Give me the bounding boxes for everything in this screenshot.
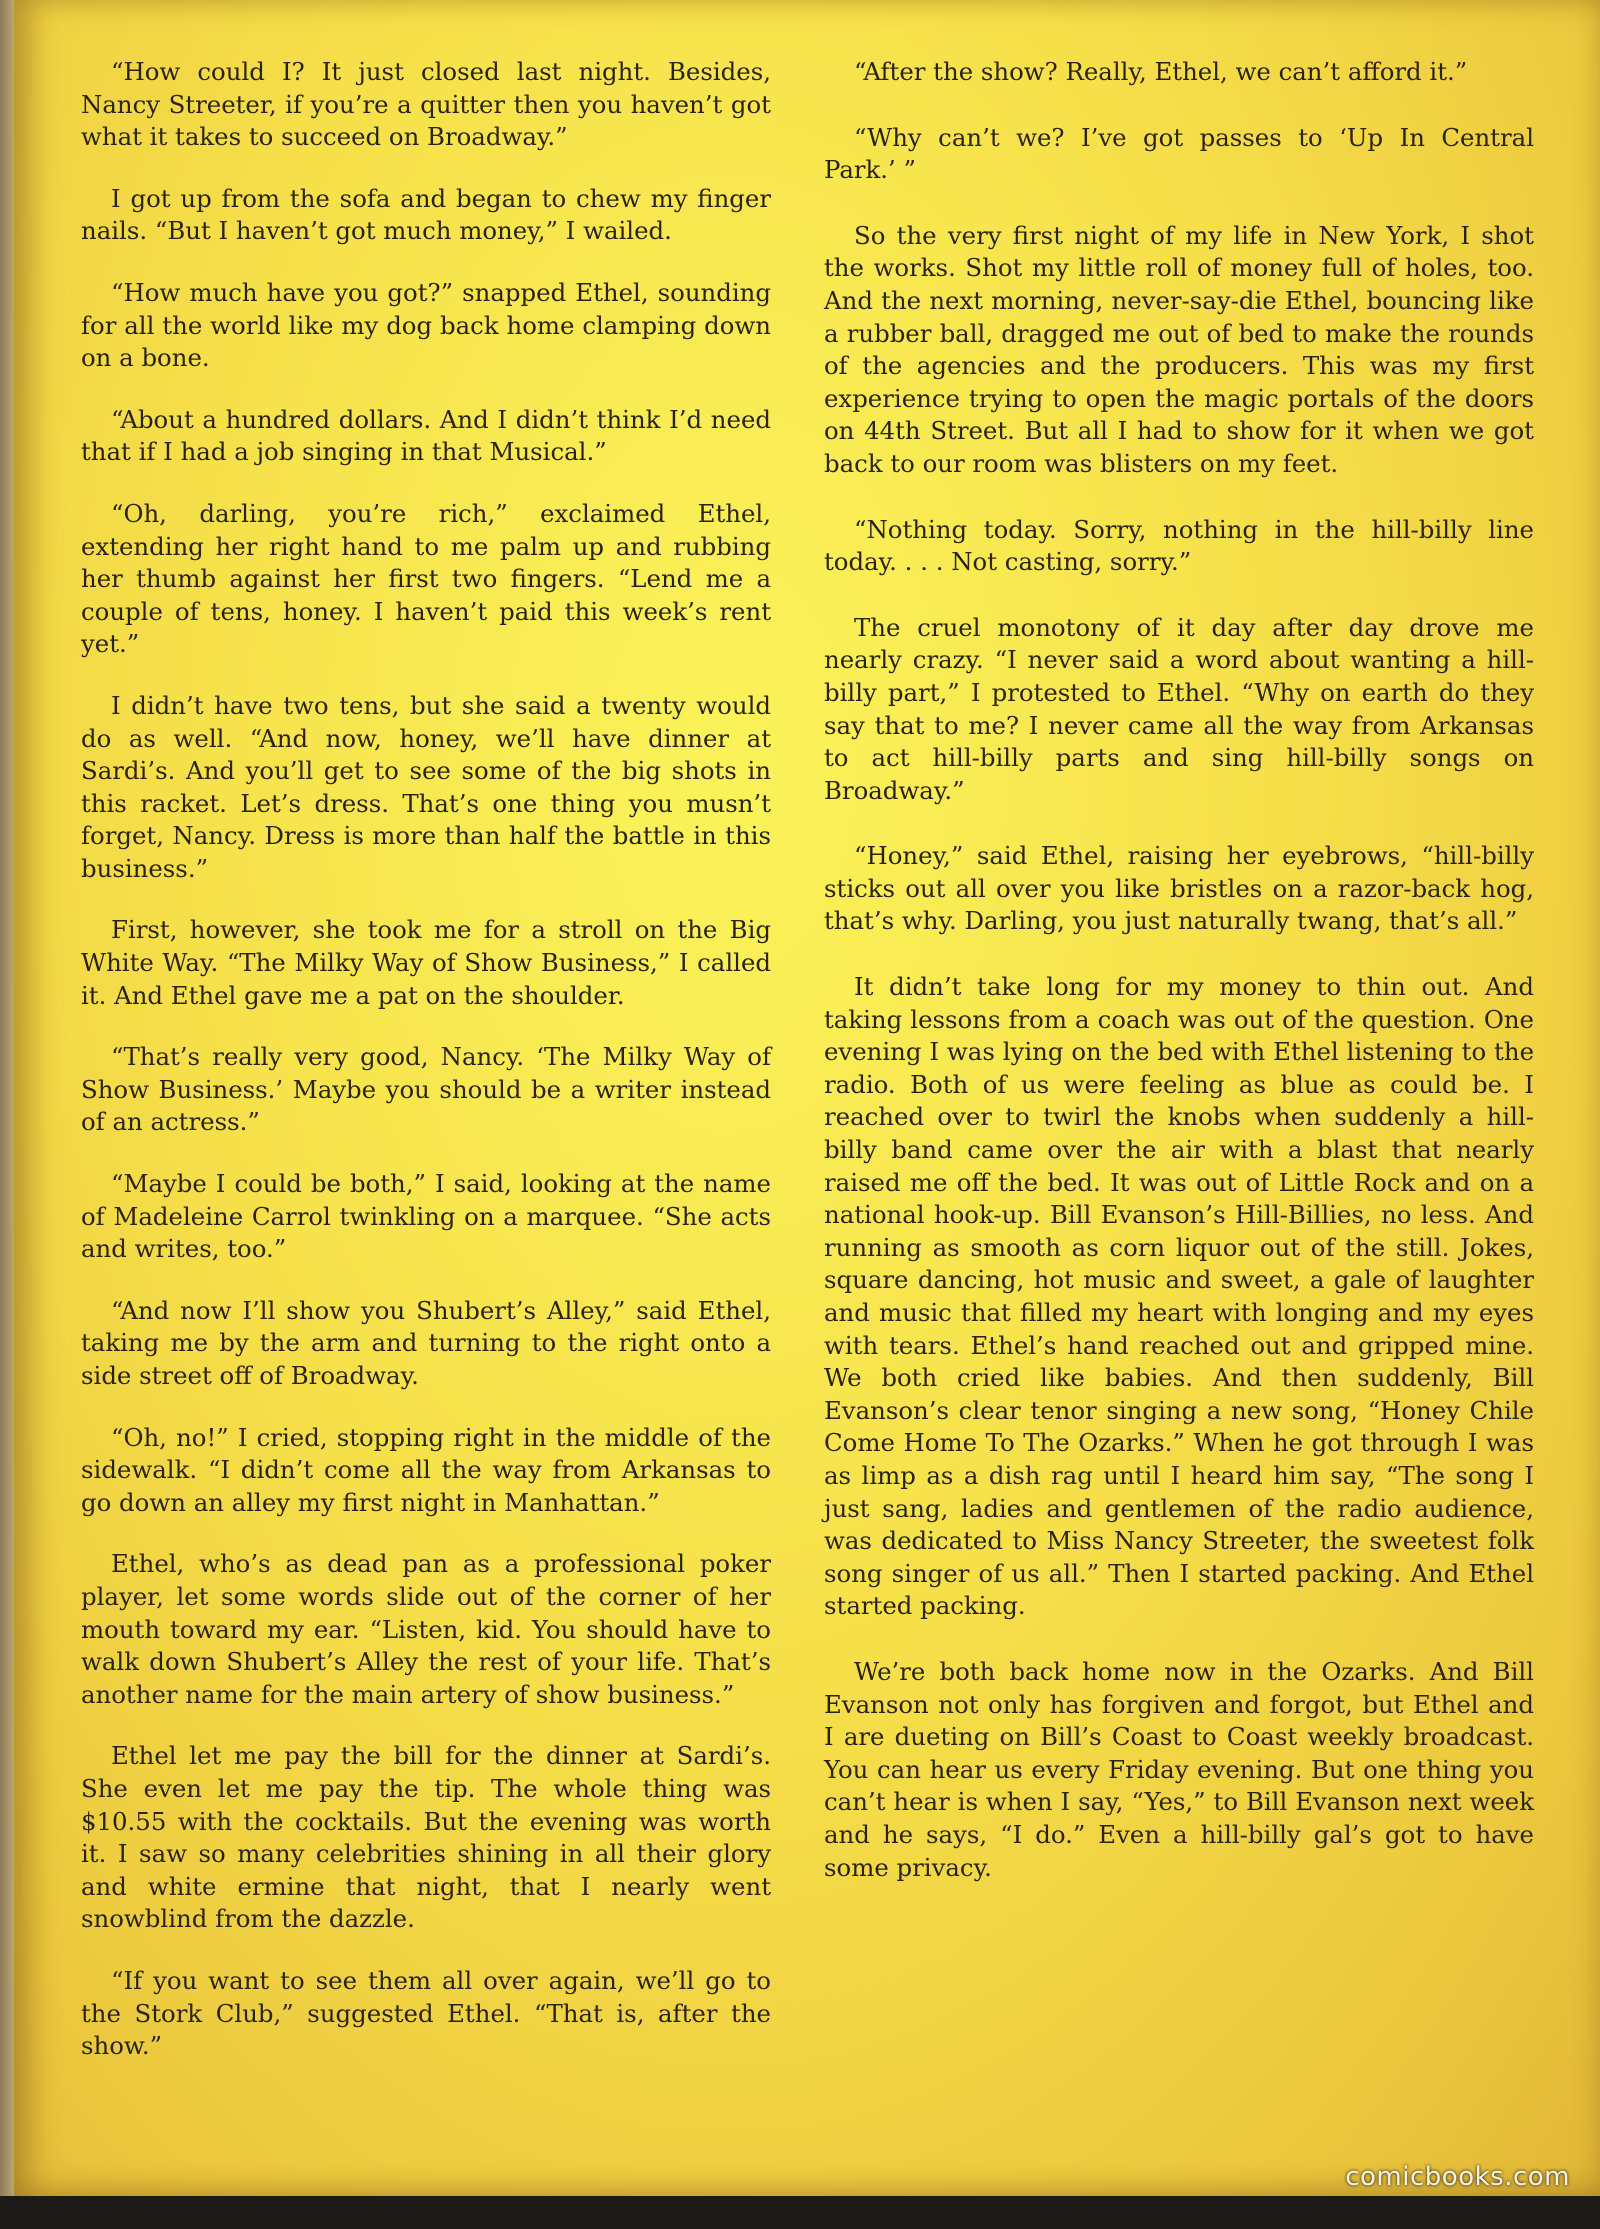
- paragraph: “Nothing today. Sorry, nothing in the hill-billy line today. . . . Not casting, sorry.”: [824, 514, 1534, 577]
- paragraph: Ethel let me pay the bill for the dinner at Sardi’s. She even let me pay the tip. The whole thing was $10.55 with the cocktails. But the evening was worth it. I saw so many celebrities shining in all their glory and white ermine that night, that I nearly went snowblind from the dazzle.: [81, 1741, 771, 1934]
- paragraph: The cruel monotony of it day after day drove me nearly crazy. “I never said a word about wanting a hill-billy part,” I protested to Ethel. “Why on earth do they say that to me? I never came all the way from Arkansas to act hill-billy parts and sing hill-billy songs on Broadway.”: [824, 612, 1534, 805]
- paragraph: “Honey,” said Ethel, raising her eyebrows, “hill-billy sticks out all over you like bristles on a razor-back hog, that’s why. Darling, you just naturally twang, that’s all.”: [824, 841, 1534, 936]
- paragraph: “How much have you got?” snapped Ethel, sounding for all the world like my dog back home clamping down on a bone.: [81, 277, 771, 373]
- watermark-text: comicbooks.com: [1345, 2162, 1570, 2192]
- paragraph: It didn’t take long for my money to thin out. And taking lessons from a coach was out of the question. One evening I was lying on the bed with Ethel listening to the radio. Both of us were feeling as blue as could be. I reached over to twirl the knobs when suddenly a hill-billy band came over the air with a blast that nearly raised me off the bed. It was out of Little Rock and on a national hook-up. Bill Evanson’s Hill-Billies, no less. And running as smooth as corn liquor out of the still. Jokes, square dancing, hot music and sweet, a gale of laughter and music that filled my heart with longing and my eyes with tears. Ethel’s hand reached out and gripped mine. We both cried like babies. And then suddenly, Bill Evanson’s clear tenor singing a new song, “Honey Chile Come Home To The Ozarks.” When he got through I was as limp as a dish rag until I heard him say, “The song I just sang, ladies and gentlemen of the radio audience, was dedicated to Miss Nancy Streeter, the sweetest folk song singer of us all.” Then I started packing. And Ethel started packing.: [824, 972, 1534, 1621]
- bottom-edge: [0, 2196, 1600, 2229]
- paragraph: “And now I’ll show you Shubert’s Alley,” said Ethel, taking me by the arm and turning to the right onto a side street off of Broadway.: [81, 1295, 771, 1390]
- right-text-column: [824, 56, 1534, 1917]
- paragraph: “Oh, darling, you’re rich,” exclaimed Ethel, extending her right hand to me palm up and rubbing her thumb against her first two fingers. “Lend me a couple of tens, honey. I haven’t paid this week’s rent yet.”: [81, 498, 771, 659]
- paragraph: We’re both back home now in the Ozarks. And Bill Evanson not only has forgiven and forgot, but Ethel and I are dueting on Bill’s Coast to Coast weekly broadcast. You can hear us every Friday evening. But one thing you can’t hear is when I say, “Yes,” to Bill Evanson next week and he says, “I do.” Even a hill-billy gal’s got to have some privacy.: [824, 1656, 1534, 1882]
- magazine-page: [14, 0, 1600, 2200]
- paragraph: “That’s really very good, Nancy. ‘The Milky Way of Show Business.’ Maybe you should be a writer instead of an actress.”: [81, 1042, 771, 1137]
- paragraph: “How could I? It just closed last night. Besides, Nancy Streeter, if you’re a quitter then you haven’t got what it takes to succeed on Broadway.”: [81, 57, 771, 152]
- paragraph: So the very first night of my life in New York, I shot the works. Shot my little roll of money full of holes, too. And the next morning, never-say-die Ethel, bouncing like a rubber ball, dragged me out of bed to make the rounds of the agencies and the producers. This was my first experience trying to open the magic portals of the doors on 44th Street. But all I had to show for it when we got back to our room was blisters on my feet.: [824, 220, 1534, 478]
- paragraph: “After the show? Really, Ethel, we can’t afford it.”: [854, 57, 1468, 86]
- left-text-column: [81, 56, 771, 2063]
- paragraph: I didn’t have two tens, but she said a twenty would do as well. “And now, honey, we’ll have dinner at Sardi’s. And you’ll get to see some of the big shots in this racket. Let’s dress. That’s one thing you musn’t forget, Nancy. Dress is more than half the battle in this business.”: [81, 690, 771, 883]
- paragraph: “Maybe I could be both,” I said, looking at the name of Madeleine Carrol twinkling on a marquee. “She acts and writes, too.”: [81, 1169, 771, 1264]
- paragraph: Ethel, who’s as dead pan as a professional poker player, let some words slide out of the corner of her mouth toward my ear. “Listen, kid. You should have to walk down Shubert’s Alley the rest of your life. That’s another name for the main artery of show business.”: [81, 1549, 771, 1709]
- paragraph: “About a hundred dollars. And I didn’t think I’d need that if I had a job singing in that Musical.”: [81, 404, 771, 467]
- paragraph: I got up from the sofa and began to chew my finger nails. “But I haven’t got much money,” I wailed.: [81, 183, 771, 246]
- paragraph: “If you want to see them all over again, we’ll go to the Stork Club,” suggested Ethel. “That is, after the show.”: [81, 1965, 771, 2061]
- paragraph: “Oh, no!” I cried, stopping right in the middle of the sidewalk. “I didn’t come all the way from Arkansas to go down an alley my first night in Manhattan.”: [81, 1422, 771, 1517]
- paragraph: “Why can’t we? I’ve got passes to ‘Up In Central Park.’ ”: [824, 122, 1534, 185]
- paragraph: First, however, she took me for a stroll on the Big White Way. “The Milky Way of Show Business,” I called it. And Ethel gave me a pat on the shoulder.: [81, 915, 771, 1010]
